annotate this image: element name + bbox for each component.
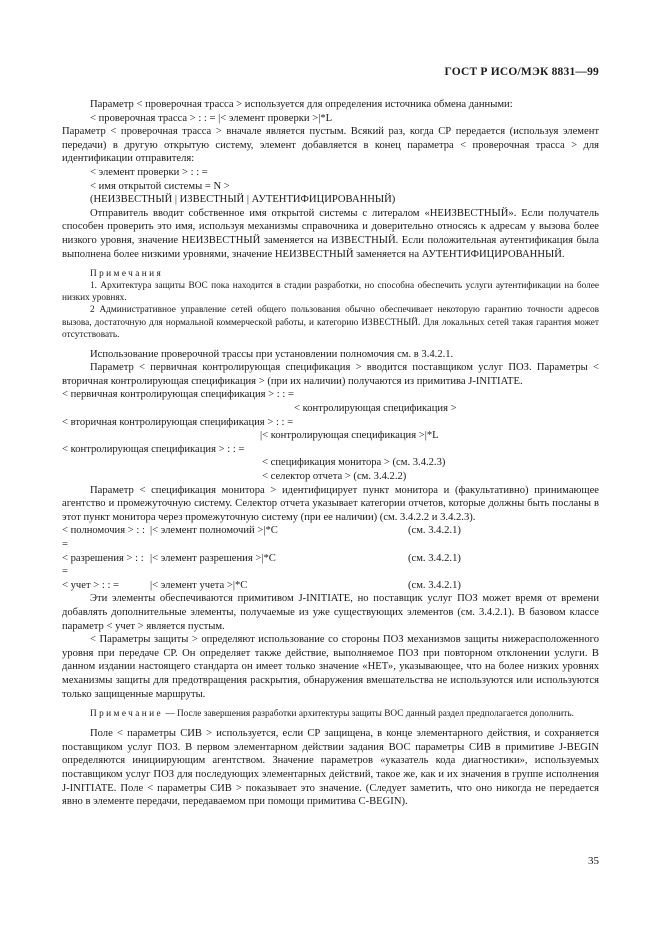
definition-line: < контролирующая спецификация > xyxy=(294,403,457,415)
paragraph: Поле < параметры СИВ > используется, если СР защищена, в конце элементарного действия, и сохраняется поставщиком услуг ПОЗ. В первом элементарном действии задания ВОС параметры СИВ в примитиве J-BEGIN определяются инициирующим агентством. Значение параметров «указатель кода диагностики», используемых поставщиком услуг ПОЗ для последующих элементарных действий, такое же, как и их значения в группе исполнения J-INITIATE. Поле < параметры СИВ > показывает это значение. (Следует заметить, что оно никогда не передается явно в элементе передачи, передаваемом при помощи примитива С-BEGIN). xyxy=(62,728,599,808)
definition-term: < разрешения > : : = xyxy=(62,552,144,578)
definition-line: < элемент проверки > : : = xyxy=(90,166,208,178)
definition-line: < вторичная контролирующая спецификация > : : = xyxy=(62,416,294,428)
definition-reference: (см. 3.4.2.1) xyxy=(408,552,461,564)
paragraph: Использование проверочной трассы при установлении полномочия см. в 3.4.2.1. xyxy=(90,348,454,360)
paragraph: Отправитель вводит собственное имя открытой системы с литералом «НЕИЗВЕСТНЫЙ». Если получатель способен проверить это имя, используя механизмы справочника и доверительно относясь к адресам у вызова более низкого уровня, значение НЕИЗВЕСТНЫЙ заменяется на ИЗВЕСТНЫЙ. Если положительная аутентификация была выполнена более низкими уровнями, значение НЕИЗВЕСТНЫЙ заменяется на АУТЕНТИФИЦИРОВАННЫЙ. xyxy=(62,207,599,260)
note-item: 2 Административное управление сетей общего пользования обычно обеспечивает некоторую гарантию точности адресов вызова, достаточную для нормальной коммерческой работы, и категорию ИЗВЕСТНЫЙ. Для локальных сетей такая гарантия может отсутствовать. xyxy=(62,305,599,340)
note-text: — После завершения разработки архитектуры защиты ВОС данный раздел предполагается дополнить. xyxy=(163,709,574,720)
definition-value: |< элемент разрешения >|*C xyxy=(150,552,276,564)
definition-reference: (см. 3.4.2.1) xyxy=(408,579,461,591)
note-label: Примечание xyxy=(90,709,163,720)
definition-row xyxy=(62,524,599,551)
definition-line: < проверочная трасса > : : = |< элемент проверки >|*L xyxy=(90,112,333,124)
definition-line: < первичная контролирующая спецификация > : : = xyxy=(62,389,294,401)
definition-value: |< элемент полномочий >|*C xyxy=(150,525,278,537)
paragraph: Параметр < проверочная трасса > вначале является пустым. Всякий раз, когда СР передается (используя элемент передачи) в другую открытую систему, элемент добавляется в конец параметра < проверочная трасса > для идентификации отправителя: xyxy=(62,126,599,165)
definition-line: < спецификация монитора > (см. 3.4.2.3) xyxy=(262,457,446,469)
definition-term: < учет > : : = xyxy=(62,579,120,591)
definition-line: (НЕИЗВЕСТНЫЙ | ИЗВЕСТНЫЙ | АУТЕНТИФИЦИРОВАННЫЙ) xyxy=(90,194,396,206)
paragraph: Параметр < спецификация монитора > идентифицирует пункт монитора и (факультативно) принимающее агентство и промежуточную систему. Селектор отчета указывает категории отчетов, которые должны быть посланы в этот пункт монитора через промежуточную систему (при ее наличии) (см. 3.4.2.2 и 3.4.2.3). xyxy=(62,484,599,523)
paragraph: < Параметры защиты > определяют использование со стороны ПОЗ механизмов защиты нижерасположенного уровня при передаче СР. Он определяет также действие, выполняемое ПОЗ при повторном отклонении услуги. В данном издании настоящего стандарта он имеет только значение «НЕТ», указывающее, что на более низких уровнях механизмы защиты для предотвращения раскрытия, обнаружения вмешательства не используются или используются только защищенные маршруты. xyxy=(62,634,599,700)
paragraph: Параметр < проверочная трасса > используется для определения источника обмена данными: xyxy=(90,99,513,110)
note-item: 1. Архитектура защиты ВОС пока находится в стадии разработки, но способна обеспечить услуги аутентификации на более низких уровнях. xyxy=(62,281,599,304)
definition-row xyxy=(62,579,599,593)
page-header: ГОСТ Р ИСО/МЭК 8831—99 xyxy=(444,66,599,78)
document-body xyxy=(62,98,599,809)
paragraph: Параметр < первичная контролирующая спецификация > вводится поставщиком услуг ПОЗ. Параметры < вторичная контролирующая спецификация > (при их наличии) получаются из примитива J-INITIATE. xyxy=(62,362,599,387)
definition-line: < имя открытой системы = N > xyxy=(90,180,230,192)
definition-term: < полномочия > : : = xyxy=(62,525,145,550)
note-item xyxy=(62,708,599,720)
page-number: 35 xyxy=(588,855,599,867)
notes-heading: Примечания xyxy=(90,269,164,280)
definition-line: |< контролирующая спецификация >|*L xyxy=(260,430,439,442)
definition-line: < селектор отчета > (см. 3.4.2.2) xyxy=(262,471,407,483)
definition-reference: (см. 3.4.2.1) xyxy=(408,525,461,537)
paragraph: Эти элементы обеспечиваются примитивом J-INITIATE, но поставщик услуг ПОЗ может время от времени добавлять дополнительные элементы, получаемые из уже существующих элементов (см. 3.4.2.1). В базовом классе параметр < учет > является пустым. xyxy=(62,593,599,632)
definition-line: < контролирующая спецификация > : : = xyxy=(62,443,245,455)
definition-row xyxy=(62,552,599,579)
definition-value: |< элемент учета >|*C xyxy=(150,579,248,591)
